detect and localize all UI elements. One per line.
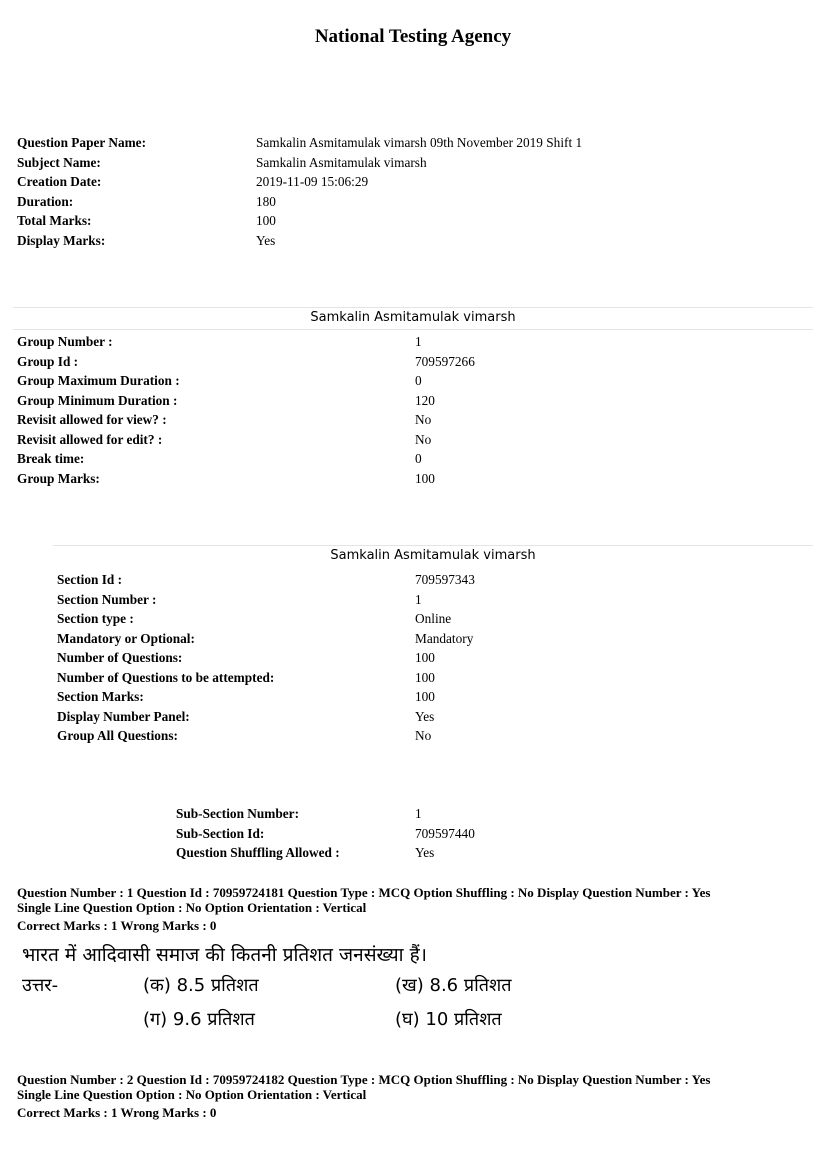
group-key: Group Maximum Duration :: [17, 373, 180, 388]
group-key: Group Minimum Duration :: [17, 392, 178, 408]
group-row: [17, 371, 807, 391]
group-key: Break time:: [17, 451, 85, 466]
section-key: Number of Questions to be attempted:: [57, 669, 275, 685]
section-row: [57, 707, 807, 727]
group-row: [17, 469, 807, 489]
paper-key: Display Marks:: [17, 232, 106, 248]
paper-row: [17, 211, 807, 231]
question-meta-line: Single Line Question Option : No Option Orientation : Vertical: [17, 1086, 367, 1102]
subsection-value: Yes: [415, 845, 435, 860]
subsection-key: Question Shuffling Allowed :: [176, 845, 340, 860]
group-row: [17, 332, 807, 352]
group-band-divider: [13, 307, 813, 308]
option-a: (क) 8.5 प्रतिशत: [143, 975, 259, 996]
section-row: [57, 629, 807, 649]
paper-key: Total Marks:: [17, 213, 92, 228]
section-value: Mandatory: [415, 630, 474, 646]
group-band-divider: [13, 329, 813, 330]
section-value: Online: [415, 611, 452, 626]
group-value: 1: [415, 334, 422, 349]
paper-key: Question Paper Name:: [17, 135, 147, 150]
option-c: (ग) 9.6 प्रतिशत: [143, 1009, 255, 1030]
page-title: National Testing Agency: [314, 26, 512, 47]
question-header: [17, 886, 807, 934]
section-row: [57, 609, 807, 629]
question-meta-line: Single Line Question Option : No Option Orientation : Vertical: [17, 899, 367, 915]
section-value: 709597343: [415, 572, 475, 587]
option-b: (ख) 8.6 प्रतिशत: [395, 975, 512, 996]
section-row: [57, 726, 807, 746]
section-key: Section Number :: [57, 591, 157, 607]
paper-value: 2019-11-09 15:06:29: [256, 174, 369, 189]
subsection-value: 1: [415, 806, 422, 821]
group-row: [17, 352, 807, 372]
group-row: [17, 410, 807, 430]
subsection-row: [176, 824, 806, 844]
section-key: Section Id :: [57, 572, 123, 587]
section-value: Yes: [415, 708, 435, 724]
group-row: [17, 430, 807, 450]
section-key: Section Marks:: [57, 689, 144, 704]
paper-value: Samkalin Asmitamulak vimarsh 09th November 2019 Shift 1: [256, 135, 583, 150]
group-value: 709597266: [415, 353, 475, 369]
group-value: No: [415, 412, 432, 427]
paper-key: Creation Date:: [17, 174, 102, 189]
subsection-key: Sub-Section Number:: [176, 806, 300, 821]
subsection-info: [176, 804, 806, 863]
subsection-row: [176, 843, 806, 863]
paper-row: [17, 133, 807, 153]
paper-info: [17, 133, 807, 250]
question-meta-line: Question Number : 2 Question Id : 70959724182 Question Type : MCQ Option Shuffling : No Display Question Number : Yes: [17, 1072, 711, 1087]
subsection-value: 709597440: [415, 825, 475, 841]
section-value: 1: [415, 591, 422, 607]
paper-key: Subject Name:: [17, 154, 101, 170]
question-text: भारत में आदिवासी समाज की कितनी प्रतिशत जनसंख्या हैं।: [22, 944, 427, 966]
subsection-key: Sub-Section Id:: [176, 825, 265, 841]
group-value: No: [415, 431, 432, 447]
paper-row: [17, 192, 807, 212]
section-value: 100: [415, 650, 435, 665]
group-key: Group Number :: [17, 334, 113, 349]
section-key: Display Number Panel:: [57, 708, 190, 724]
paper-row: [17, 153, 807, 173]
section-row: [57, 648, 807, 668]
section-row: [57, 570, 807, 590]
section-value: 100: [415, 689, 435, 704]
paper-row: [17, 231, 807, 251]
section-band-divider: [53, 545, 813, 546]
section-row: [57, 668, 807, 688]
section-row: [57, 687, 807, 707]
question-header: [17, 1073, 807, 1121]
group-value: 120: [415, 392, 435, 408]
section-info: [57, 570, 807, 746]
group-key: Group Marks:: [17, 470, 100, 486]
paper-value: 180: [256, 193, 276, 209]
group-band-title: Samkalin Asmitamulak vimarsh: [310, 310, 516, 325]
section-key: Number of Questions:: [57, 650, 183, 665]
group-key: Revisit allowed for view? :: [17, 412, 167, 427]
question-marks-line: Correct Marks : 1 Wrong Marks : 0: [17, 918, 217, 933]
group-value: 0: [415, 373, 422, 388]
section-row: [57, 590, 807, 610]
group-value: 100: [415, 470, 435, 486]
question-meta-line: Question Number : 1 Question Id : 70959724181 Question Type : MCQ Option Shuffling : No Display Question Number : Yes: [17, 885, 711, 900]
group-key: Revisit allowed for edit? :: [17, 431, 163, 447]
answer-label: उत्तर-: [22, 975, 59, 996]
section-key: Section type :: [57, 611, 134, 626]
section-value: 100: [415, 669, 435, 685]
question-marks-line: Correct Marks : 1 Wrong Marks : 0: [17, 1105, 217, 1120]
section-band-title: Samkalin Asmitamulak vimarsh: [330, 548, 536, 563]
group-row: [17, 391, 807, 411]
group-value: 0: [415, 451, 422, 466]
paper-value: 100: [256, 213, 276, 228]
paper-value: Samkalin Asmitamulak vimarsh: [256, 154, 427, 170]
section-value: No: [415, 728, 432, 743]
group-info: [17, 332, 807, 488]
subsection-row: [176, 804, 806, 824]
paper-row: [17, 172, 807, 192]
paper-value: Yes: [256, 232, 276, 248]
group-key: Group Id :: [17, 353, 79, 369]
option-d: (घ) 10 प्रतिशत: [395, 1009, 502, 1030]
group-row: [17, 449, 807, 469]
section-key: Group All Questions:: [57, 728, 178, 743]
section-key: Mandatory or Optional:: [57, 630, 195, 646]
paper-key: Duration:: [17, 193, 74, 209]
